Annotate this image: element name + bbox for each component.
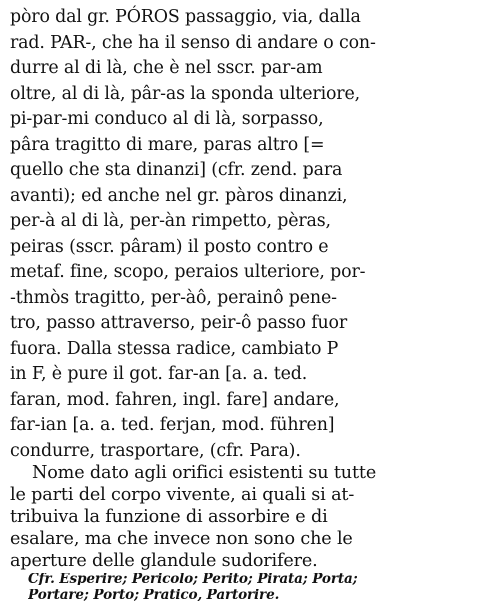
- etymology-line: pòro dal gr. PÓROS passaggio, via, dalla: [10, 7, 361, 27]
- crossref-line: Cfr. Esperire; Pericolo; Perito; Pirata; Porta;: [28, 573, 358, 585]
- etymology-line: far-ian [a. a. ted. ferjan, mod. führen]: [10, 415, 335, 435]
- definition-line: tribuiva la funzione di assorbire e di: [10, 507, 328, 527]
- etymology-line: quello che sta dinanzi] (cfr. zend. para: [10, 160, 343, 180]
- definition-line: aperture delle glandule sudorifere.: [10, 551, 318, 571]
- etymology-line: fuora. Dalla stessa radice, cambiato P: [10, 339, 339, 359]
- etymology-line: oltre, al di là, pâr-as la sponda ulteriore,: [10, 84, 360, 104]
- crossref-line: Portare; Porto; Pratico, Partorire.: [28, 589, 280, 601]
- definition-line: esalare, ma che invece non sono che le: [10, 529, 353, 549]
- etymology-line: per-à al di là, per-àn rimpetto, pèras,: [10, 211, 331, 231]
- etymology-line: -thmòs tragitto, per-àô, perainô pene-: [10, 288, 337, 308]
- etymology-line: durre al di là, che è nel sscr. par-am: [10, 58, 323, 78]
- etymology-line: rad. PAR-, che ha il senso di andare o con-: [10, 33, 376, 53]
- etymology-line: metaf. fine, scopo, peraios ulteriore, por-: [10, 262, 366, 282]
- etymology-line: faran, mod. fahren, ingl. fare] andare,: [10, 390, 340, 410]
- etymology-line: peiras (sscr. pâram) il posto contro e: [10, 237, 329, 257]
- etymology-line: in F, è pure il got. far-an [a. a. ted.: [10, 364, 308, 384]
- definition-line: Nome dato agli orifici esistenti su tutte: [32, 463, 377, 483]
- etymology-line: pâra tragitto di mare, paras altro [=: [10, 135, 325, 155]
- etymology-line: avanti); ed anche nel gr. pàros dinanzi,: [10, 186, 348, 206]
- etymology-line: pi-par-mi conduco al di là, sorpasso,: [10, 109, 324, 129]
- etymology-line: tro, passo attraverso, peir-ô passo fuor: [10, 313, 348, 333]
- etymology-line: condurre, trasportare, (cfr. Para).: [10, 441, 301, 461]
- definition-line: le parti del corpo vivente, ai quali si at-: [10, 485, 355, 505]
